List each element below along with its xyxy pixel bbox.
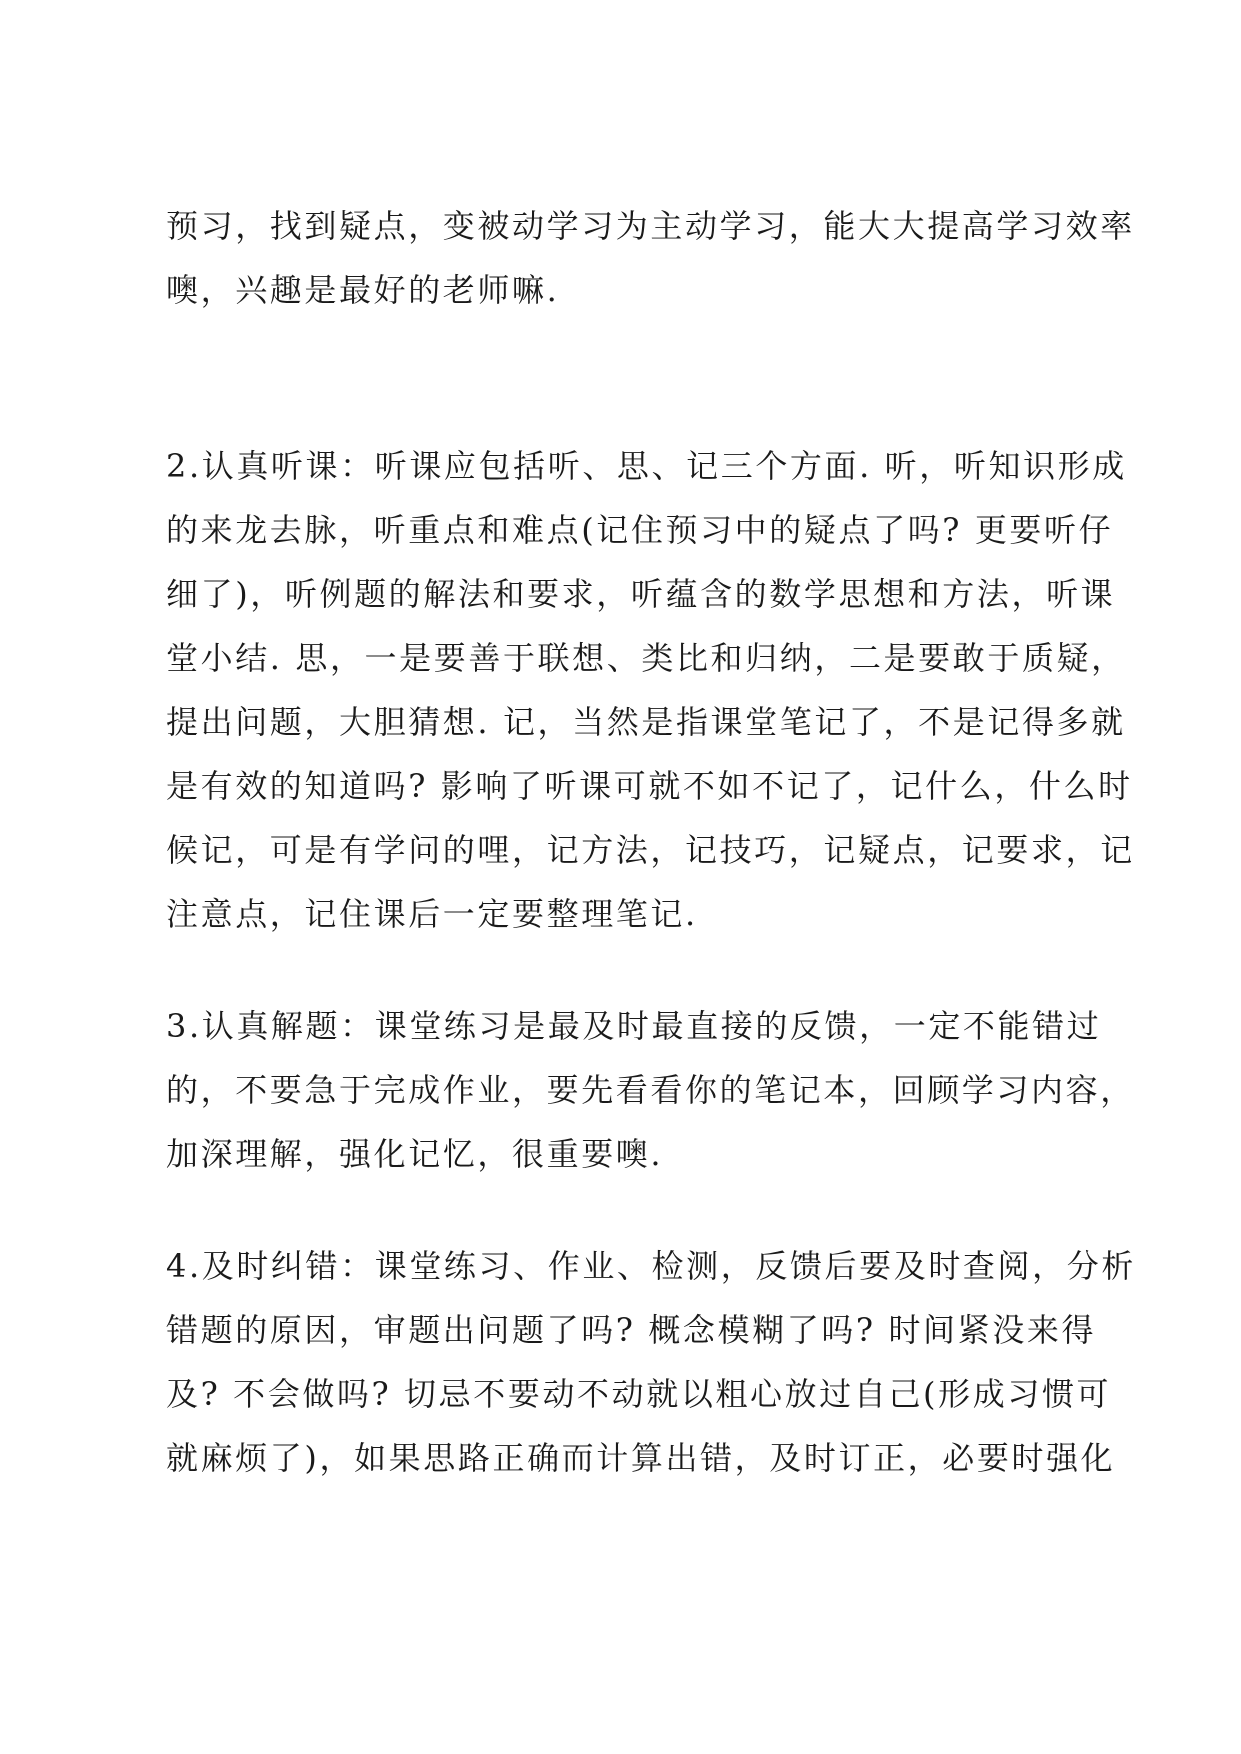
text-line: 就麻烦了)，如果思路正确而计算出错，及时订正，必要时强化 [166, 1439, 1116, 1477]
text-line: 提出问题，大胆猜想. 记，当然是指课堂笔记了，不是记得多就 [166, 703, 1126, 741]
text-line: 是有效的知道吗? 影响了听课可就不如不记了，记什么，什么时 [166, 767, 1133, 805]
text-line: 加深理解，强化记忆，很重要噢. [166, 1135, 664, 1173]
text-line: 的来龙去脉，听重点和难点(记住预习中的疑点了吗? 更要听仔 [166, 511, 1114, 549]
text-line: 预习，找到疑点，变被动学习为主动学习，能大大提高学习效率 [166, 207, 1135, 245]
text-line: 注意点，记住课后一定要整理笔记. [166, 895, 698, 933]
text-line: 堂小结. 思，一是要善于联想、类比和归纳，二是要敢于质疑， [166, 639, 1126, 677]
text-line: 及? 不会做吗? 切忌不要动不动就以粗心放过自己(形成习惯可 [166, 1375, 1112, 1413]
text-line: 4.及时纠错：课堂练习、作业、检测，反馈后要及时查阅，分析 [166, 1247, 1136, 1285]
text-line: 噢，兴趣是最好的老师嘛. [166, 271, 560, 309]
text-line: 候记，可是有学问的哩，记方法，记技巧，记疑点，记要求，记 [166, 831, 1135, 869]
text-line: 2.认真听课：听课应包括听、思、记三个方面. 听，听知识形成 [166, 447, 1127, 485]
text-line: 3.认真解题：课堂练习是最及时最直接的反馈，一定不能错过 [166, 1007, 1102, 1045]
text-line: 错题的原因，审题出问题了吗? 概念模糊了吗? 时间紧没来得 [166, 1311, 1097, 1349]
text-line: 的，不要急于完成作业，要先看看你的笔记本，回顾学习内容， [166, 1071, 1135, 1109]
text-line: 细了)，听例题的解法和要求，听蕴含的数学思想和方法，听课 [166, 575, 1116, 613]
